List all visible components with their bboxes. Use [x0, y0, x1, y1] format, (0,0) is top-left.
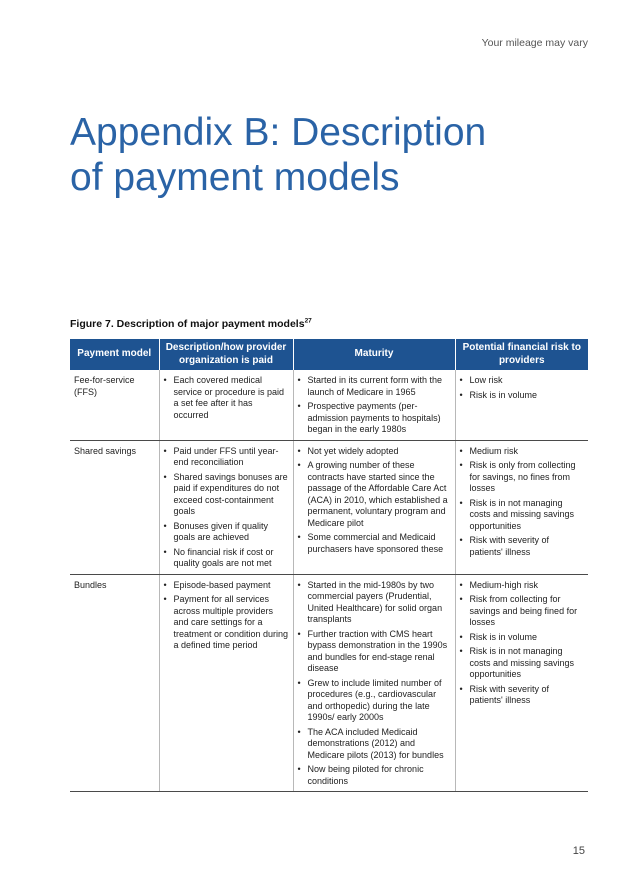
page-title-line-1: Appendix B: Description — [70, 111, 487, 155]
bullet-item: • Risk from collecting for savings and being fined for losses — [460, 594, 585, 629]
bullet-list — [298, 446, 451, 556]
payment-model-cell: Bundles — [70, 574, 159, 792]
figure-caption — [70, 318, 312, 330]
bullet-list — [164, 446, 289, 570]
description-cell — [159, 370, 293, 440]
financial-risk-cell — [455, 370, 588, 440]
bullet-item: • Paid under FFS until year-end reconciliation — [164, 446, 289, 469]
figure-caption-text: Figure 7. Description of major payment models — [70, 318, 305, 330]
bullet-item: • Risk is in not managing costs and missing savings opportunities — [460, 498, 585, 533]
maturity-cell — [293, 574, 455, 792]
bullet-item: • Risk is in volume — [460, 632, 585, 644]
bullet-list — [460, 375, 585, 401]
column-header-financial-risk: Potential financial risk to providers — [455, 339, 588, 370]
column-header-payment-model: Payment model — [70, 339, 159, 370]
header-tagline: Your mileage may vary — [481, 37, 588, 49]
bullet-list — [460, 580, 585, 707]
page-title-line-2: of payment models — [70, 156, 400, 200]
page-number: 15 — [572, 845, 585, 857]
bullet-item: • Further traction with CMS heart bypass demonstration in the 1990s and bundles for end-stage renal disease — [298, 629, 451, 675]
bullet-item: • Low risk — [460, 375, 585, 387]
maturity-cell — [293, 440, 455, 574]
column-header-description: Description/how provider organization is paid — [159, 339, 293, 370]
bullet-item: • The ACA included Medicaid demonstrations (2012) and Medicare pilots (2013) for bundles — [298, 727, 451, 762]
bullet-item: • Not yet widely adopted — [298, 446, 451, 458]
bullet-item: • Started in the mid-1980s by two commercial payers (Prudential, United Healthcare) for solid organ transplants — [298, 580, 451, 626]
bullet-list — [298, 580, 451, 788]
bullet-item: • Some commercial and Medicaid purchasers have sponsored these — [298, 532, 451, 555]
table-body — [70, 370, 588, 792]
bullet-list — [298, 375, 451, 436]
bullet-list — [164, 375, 289, 421]
bullet-item: • Bonuses given if quality goals are achieved — [164, 521, 289, 544]
bullet-item: • Shared savings bonuses are paid if expenditures do not exceed cost-containment goals — [164, 472, 289, 518]
bullet-list — [460, 446, 585, 559]
footnote-reference: 27 — [304, 317, 312, 325]
bullet-item: • Risk is in volume — [460, 390, 585, 402]
table-row — [70, 440, 588, 574]
table-row — [70, 370, 588, 440]
description-cell — [159, 440, 293, 574]
bullet-item: • Started in its current form with the launch of Medicare in 1965 — [298, 375, 451, 398]
bullet-item: • Payment for all services across multiple providers and care settings for a treatment or condition during a defined time period — [164, 594, 289, 652]
bullet-item: • No financial risk if cost or quality goals are not met — [164, 547, 289, 570]
description-cell — [159, 574, 293, 792]
table-row — [70, 574, 588, 792]
column-header-maturity: Maturity — [293, 339, 455, 370]
table-header — [70, 339, 588, 370]
bullet-item: • Each covered medical service or procedure is paid a set fee after it has occurred — [164, 375, 289, 421]
header-row — [70, 339, 588, 370]
bullet-item: • Risk with severity of patients' illness — [460, 535, 585, 558]
bullet-item: • Risk is in not managing costs and missing savings opportunities — [460, 646, 585, 681]
payment-models-table — [70, 339, 588, 792]
financial-risk-cell — [455, 574, 588, 792]
bullet-item: • Episode-based payment — [164, 580, 289, 592]
bullet-item: • Grew to include limited number of procedures (e.g., cardiovascular and orthopedic) during the late 1990s/ early 2000s — [298, 678, 451, 724]
bullet-item: • Now being piloted for chronic conditions — [298, 764, 451, 787]
bullet-item: • A growing number of these contracts have started since the passage of the Affordable Care Act (ACA) in 2010, which established a permanent, voluntary program and Medicare pilot — [298, 460, 451, 529]
payment-model-cell: Shared savings — [70, 440, 159, 574]
page-title — [70, 110, 590, 200]
payment-model-cell: Fee-for-service (FFS) — [70, 370, 159, 440]
bullet-item: • Medium-high risk — [460, 580, 585, 592]
financial-risk-cell — [455, 440, 588, 574]
bullet-item: • Risk with severity of patients' illness — [460, 684, 585, 707]
bullet-item: • Risk is only from collecting for savings, no fines from losses — [460, 460, 585, 495]
maturity-cell — [293, 370, 455, 440]
bullet-item: • Medium risk — [460, 446, 585, 458]
bullet-list — [164, 580, 289, 652]
bullet-item: • Prospective payments (per-admission payments to hospitals) began in the early 1980s — [298, 401, 451, 436]
